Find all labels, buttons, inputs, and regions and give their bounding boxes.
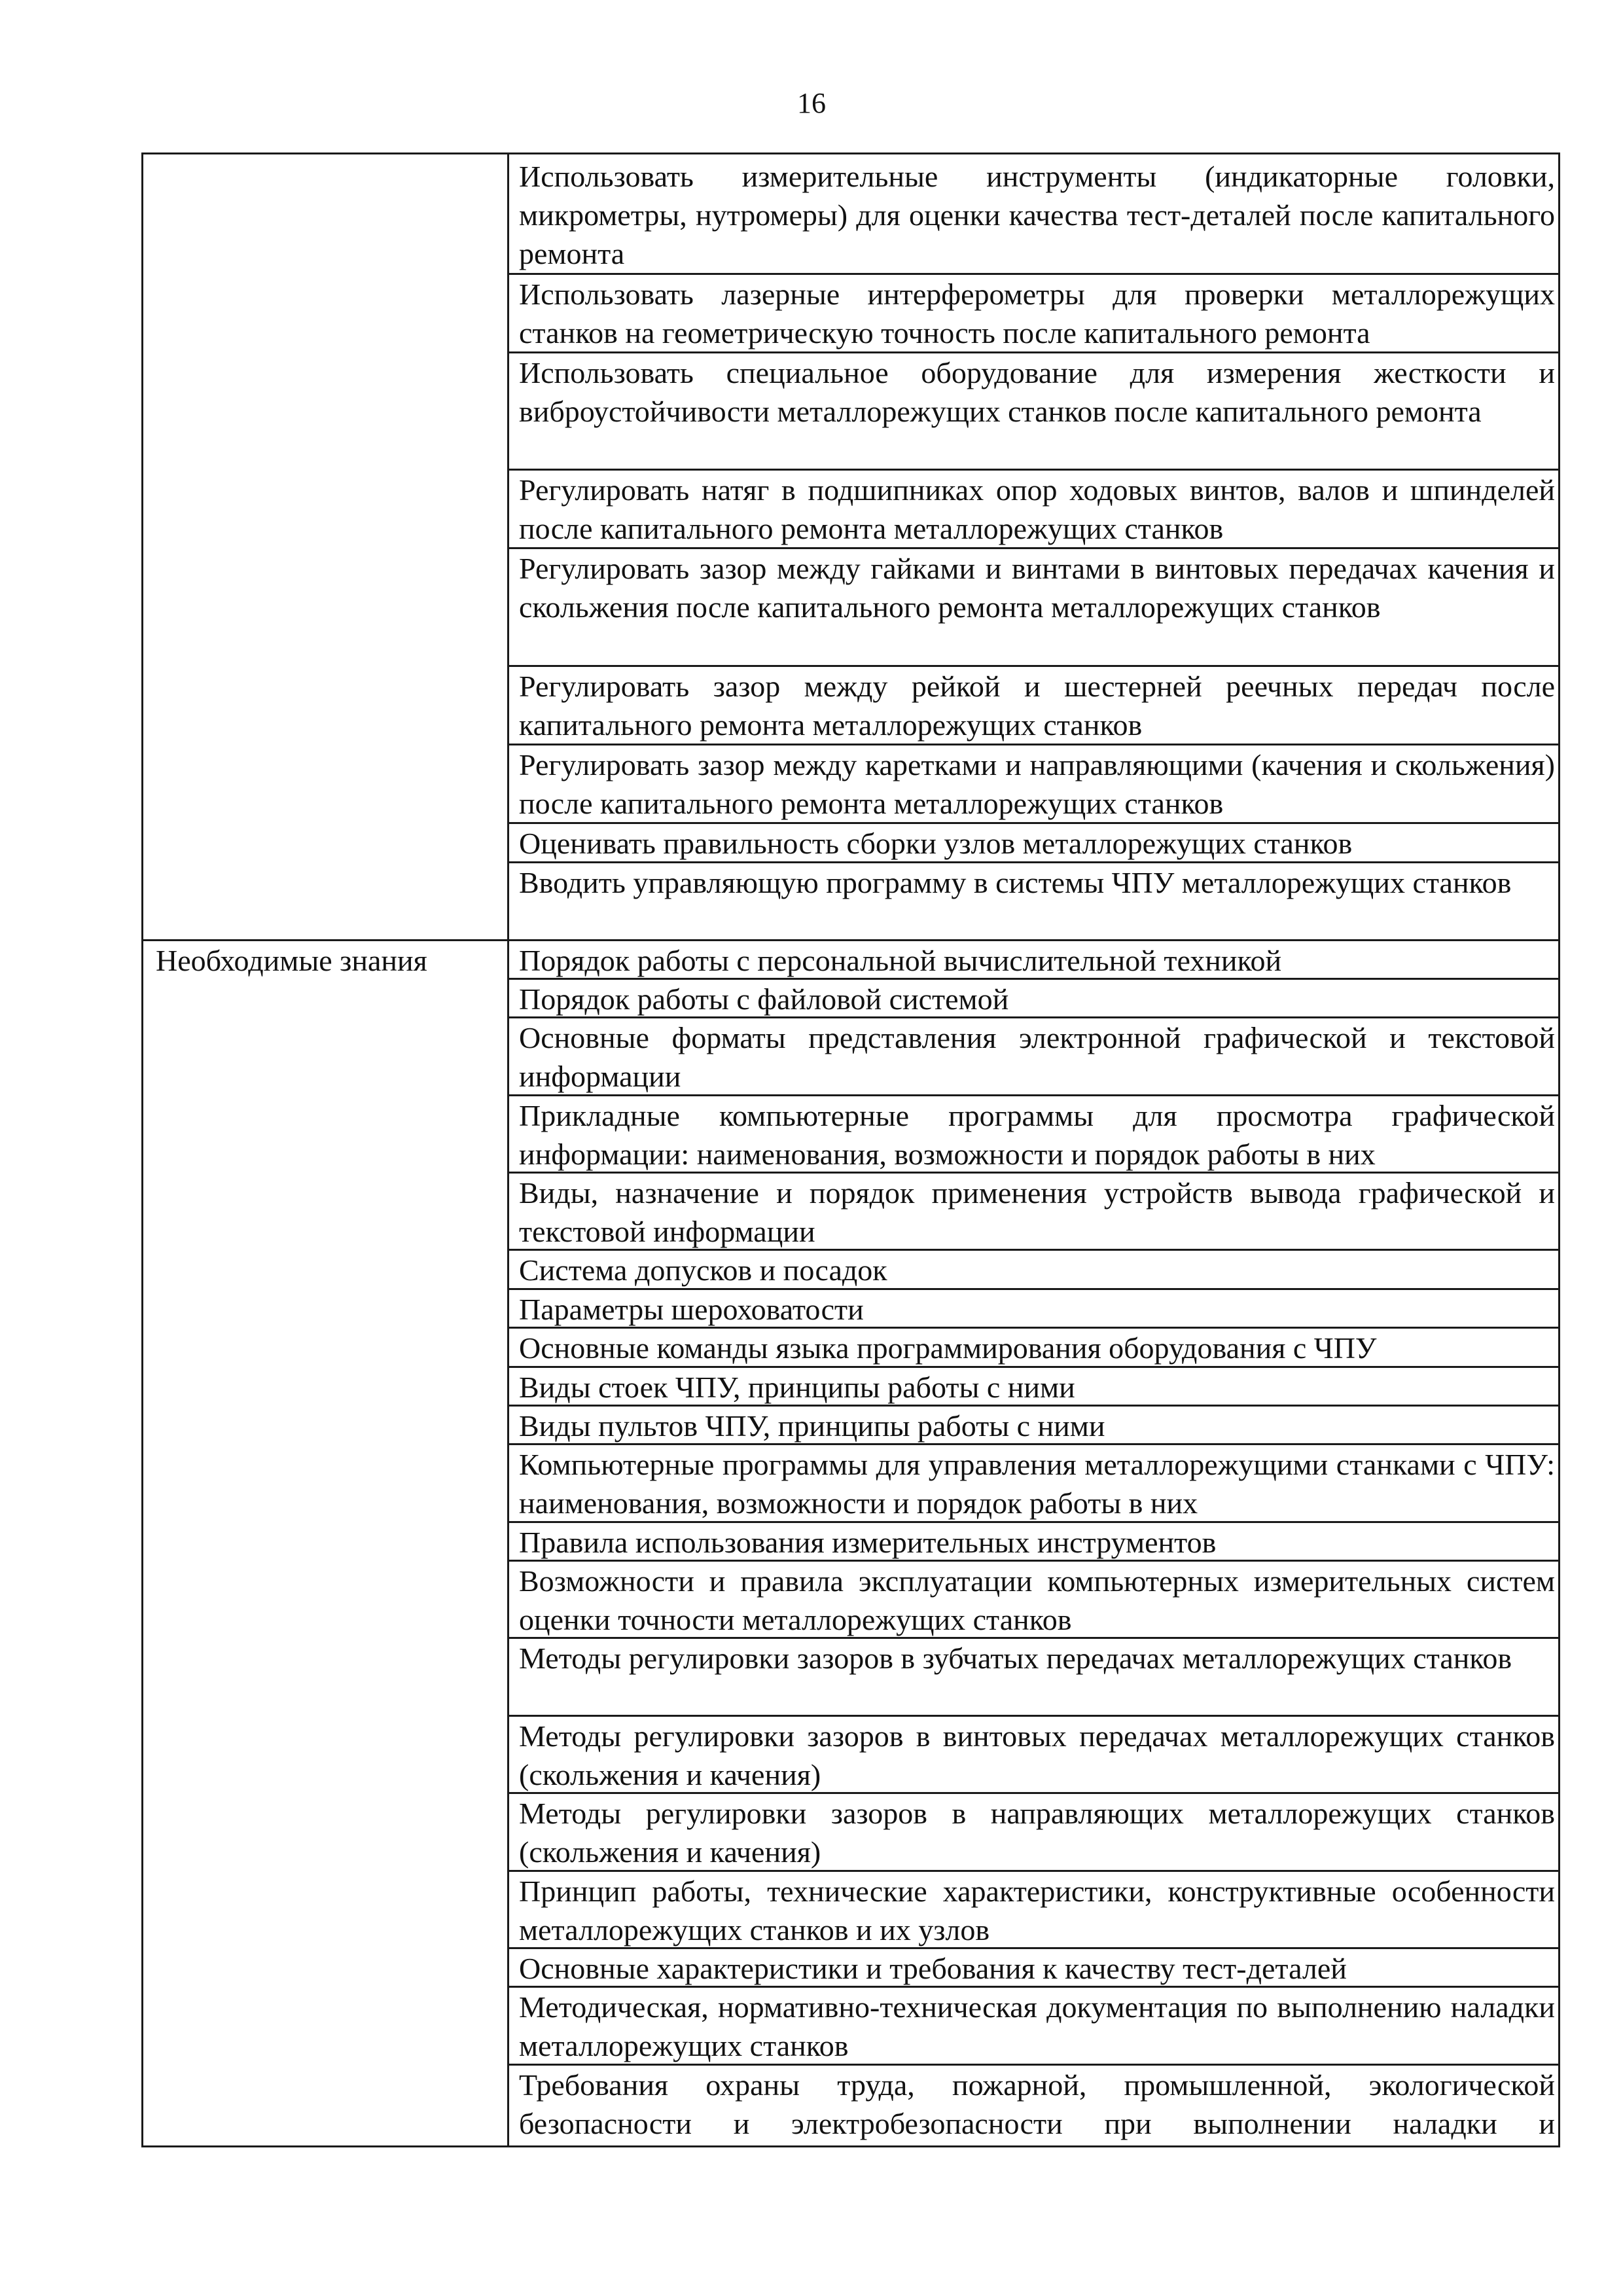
knowledge-row: Методы регулировки зазоров в винтовых передачах металлорежущих станков (скольжения и качения) xyxy=(519,1719,1555,1791)
skill-row: Вводить управляющую программу в системы ЧПУ металлорежущих станков xyxy=(519,866,1512,899)
page-number: 16 xyxy=(797,87,826,119)
knowledge-row: Прикладные компьютерные программы для просмотра графической информации: наименования, возможности и порядок работы в них xyxy=(519,1099,1555,1171)
skill-row: Использовать специальное оборудование для измерения жесткости и виброустойчивости металлорежущих станков после капитального ремонта xyxy=(519,356,1555,428)
skill-row: Использовать лазерные интерферометры для проверки металлорежущих станков на геометрическую точность после капитального ремонта xyxy=(519,278,1555,350)
knowledge-row: Виды пультов ЧПУ, принципы работы с ними xyxy=(519,1409,1105,1443)
knowledge-row: Порядок работы с файловой системой xyxy=(519,982,1009,1016)
knowledge-row: Методы регулировки зазоров в направляющих металлорежущих станков (скольжения и качения) xyxy=(519,1797,1555,1869)
skill-row: Регулировать натяг в подшипниках опор ходовых винтов, валов и шпинделей после капитального ремонта металлорежущих станков xyxy=(519,473,1555,545)
knowledge-row: Требования охраны труда, пожарной, промышленной, экологической безопасности и электробезопасности при выполнении наладки и xyxy=(519,2068,1555,2140)
knowledge-row: Основные форматы представления электронной графической и текстовой информации xyxy=(519,1021,1555,1093)
skill-row: Оценивать правильность сборки узлов металлорежущих станков xyxy=(519,827,1353,860)
skill-row: Использовать измерительные инструменты (индикаторные головки, микрометры, нутромеры) для оценки качества тест-деталей после капитального ремонта xyxy=(519,160,1555,270)
knowledge-row: Основные команды языка программирования оборудования с ЧПУ xyxy=(519,1331,1377,1365)
knowledge-row: Методическая, нормативно-техническая документация по выполнению наладки металлорежущих станков xyxy=(519,1990,1555,2062)
knowledge-row: Правила использования измерительных инструментов xyxy=(519,1526,1217,1559)
knowledge-row: Основные характеристики и требования к качеству тест-деталей xyxy=(519,1952,1347,1985)
knowledge-row: Система допусков и посадок xyxy=(519,1253,887,1287)
skill-row: Регулировать зазор между рейкой и шестерней реечных передач после капитального ремонта металлорежущих станков xyxy=(519,670,1555,742)
knowledge-row: Возможности и правила эксплуатации компьютерных измерительных систем оценки точности металлорежущих станков xyxy=(519,1564,1555,1636)
knowledge-row: Компьютерные программы для управления металлорежущими станками с ЧПУ: наименования, возможности и порядок работы в них xyxy=(519,1448,1555,1520)
column-divider xyxy=(507,152,509,2147)
knowledge-row: Виды стоек ЧПУ, принципы работы с ними xyxy=(519,1371,1075,1404)
knowledge-row: Виды, назначение и порядок применения устройств вывода графической и текстовой информации xyxy=(519,1176,1555,1248)
knowledge-section-label: Необходимые знания xyxy=(156,944,427,977)
skill-row: Регулировать зазор между каретками и направляющими (качения и скольжения) после капитального ремонта металлорежущих станков xyxy=(519,748,1555,820)
knowledge-row: Принцип работы, технические характеристики, конструктивные особенности металлорежущих станков и их узлов xyxy=(519,1874,1555,1946)
skill-row: Регулировать зазор между гайками и винтами в винтовых передачах качения и скольжения после капитального ремонта металлорежущих станков xyxy=(519,552,1555,624)
knowledge-row: Порядок работы с персональной вычислительной техникой xyxy=(519,944,1282,977)
knowledge-row: Параметры шероховатости xyxy=(519,1293,864,1326)
knowledge-row: Методы регулировки зазоров в зубчатых передачах металлорежущих станков xyxy=(519,1641,1512,1675)
